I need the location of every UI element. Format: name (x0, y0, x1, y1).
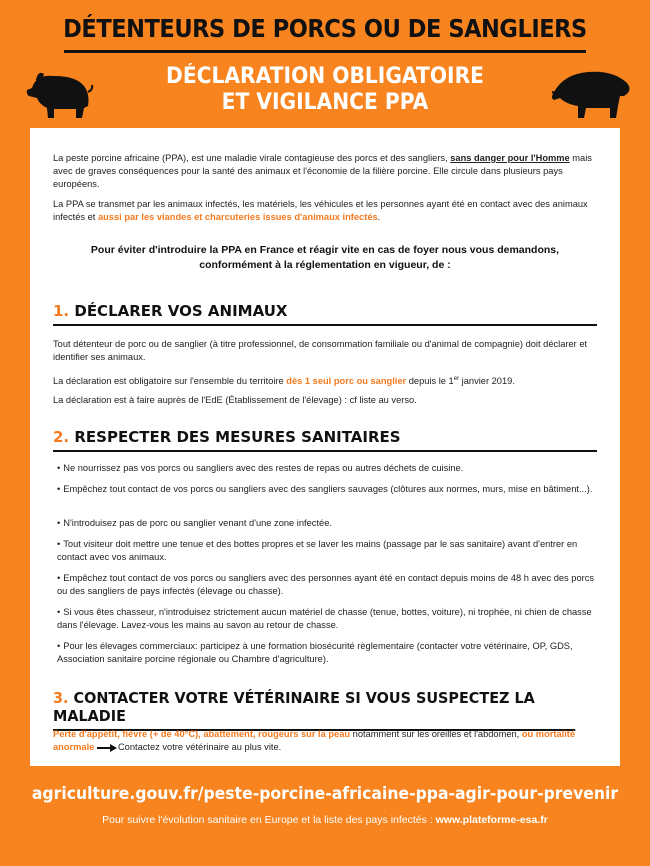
no-human-danger-emphasis: sans danger pour l'Homme (450, 153, 570, 163)
intro-paragraph-1: La peste porcine africaine (PPA), est une maladie virale contagieuse des porcs et des sangliers, sans danger pour l'Homme mais avec de graves conséquences pour la santé des animaux et l'économie de la filière porcine. Elle circule dans plusieurs pays européens. (53, 153, 592, 189)
arrow-right-icon (97, 747, 113, 749)
pig-icon (22, 66, 94, 120)
list-item: • Ne nourrissez pas vos porcs ou sangliers avec des restes de repas ou autres déchets de cuisine. (57, 462, 597, 475)
list-item: • Empêchez tout contact de vos porcs ou sangliers avec des personnes ayant été en contact depuis moins de 48 h avec des porcs ou des sangliers de pays infectés (élevage ou chasse). (57, 572, 597, 598)
section-1-heading: 1. DÉCLARER VOS ANIMAUX (53, 302, 597, 326)
footer-note: Pour suivre l'évolution sanitaire en Europe et la liste des pays infectés : www.plateforme-esa.fr (102, 814, 548, 826)
wild-boar-icon (548, 66, 636, 122)
main-title: DÉTENTEURS DE PORCS OU DE SANGLIERS (63, 14, 587, 43)
list-item: • Pour les élevages commerciaux: participez à une formation biosécurité règlementaire (contacter votre vétérinaire, OP, GDS, Association sanitaire porcine régionale ou Chambre d'agriculture). (57, 640, 597, 666)
intro-call-to-action: Pour éviter d'introduire la PPA en France et réagir vite en cas de foyer nous vous demandons, conformément à la réglementation en vigueur, de : (90, 244, 560, 271)
subtitle-line-1: DÉCLARATION OBLIGATOIRE (166, 64, 484, 89)
intro-paragraph-2: La PPA se transmet par les animaux infectés, les matériels, les véhicules et les personnes ayant été en contact avec des animaux infectés et aussi par les viandes et charcuteries issues d'animaux infectés. (53, 199, 588, 222)
subtitle (26, 64, 624, 116)
meat-transmission-emphasis: aussi par les viandes et charcuteries issues d'animaux infectés (97, 212, 378, 222)
website-url[interactable]: agriculture.gouv.fr/peste-porcine-africaine-ppa-agir-pour-prevenir (31, 784, 619, 804)
section-1-paragraph-1: Tout détenteur de porc ou de sanglier (à titre professionnel, de consommation familiale ou d'animal de compagnie) doit déclarer et identifier ses animaux. (53, 339, 588, 362)
section-3-paragraph: Perte d'appétit, fièvre (+ de 40°C), abattement, rougeurs sur la peau notamment sur les oreilles et l'abdomen, ou mortalité anormale Contactez votre vétérinaire au plus vite. (53, 729, 576, 752)
section-1-paragraph-3: La déclaration est à faire auprès de l'EdE (Établissement de l'élevage) : cf liste au verso. (53, 395, 417, 405)
plateforme-link[interactable]: www.plateforme-esa.fr (435, 814, 548, 826)
section-2-heading: 2. RESPECTER DES MESURES SANITAIRES (53, 428, 597, 452)
section-1-paragraph-2: La déclaration est obligatoire sur l'ensemble du territoire dès 1 seul porc ou sanglier depuis le 1er janvier 2019. (53, 376, 515, 387)
list-item: • Tout visiteur doit mettre une tenue et des bottes propres et se laver les mains (passage par le sas sanitaire) avant d'entrer en contact avec vos animaux. (57, 538, 597, 564)
list-item: • Empêchez tout contact de vos porcs ou sangliers avec des sangliers sauvages (clôtures aux normes, murs, mise en bâtiment...). (57, 483, 597, 496)
subtitle-line-2: ET VIGILANCE PPA (221, 90, 429, 115)
list-item: • Si vous êtes chasseur, n'introduisez strictement aucun matériel de chasse (tenue, bottes, voiture), ni trophée, ni chien de chasse dans l'élevage. Lavez-vous les mains au savon au retour de chasse. (57, 606, 597, 632)
title-underline (64, 50, 586, 53)
list-item: • N'introduisez pas de porc ou sanglier venant d'une zone infectée. (57, 517, 597, 530)
section-3-heading: 3. CONTACTER VOTRE VÉTÉRINAIRE SI VOUS SUSPECTEZ LA MALADIE (53, 689, 575, 731)
